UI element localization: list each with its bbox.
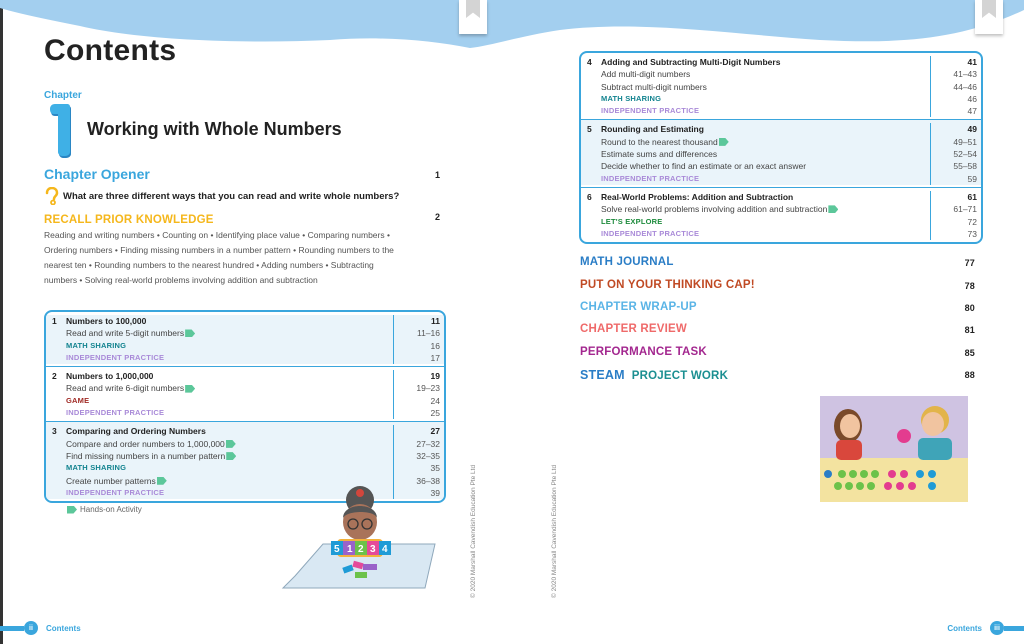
entry-label: PROJECT WORK <box>631 370 729 382</box>
recall-label: RECALL PRIOR KNOWLEDGE <box>44 214 214 226</box>
footer-left-label: Contents <box>46 623 81 633</box>
lesson-page: 11 <box>393 315 444 327</box>
svg-text:3: 3 <box>370 544 376 555</box>
lesson-item-label: INDEPENDENT PRACTICE <box>66 408 165 418</box>
lesson-item-row[interactable] <box>581 148 981 160</box>
lesson-item-row[interactable] <box>581 93 981 105</box>
lesson-title: Rounding and Estimating <box>601 124 704 135</box>
lesson-item-label: Read and write 6-digit numbers <box>66 383 185 394</box>
footer-right-label: Contents <box>947 623 982 633</box>
hands-on-icon <box>67 506 77 514</box>
lesson-section-6 <box>581 187 981 240</box>
entry-label: PUT ON YOUR THINKING CAP! <box>580 279 755 291</box>
lesson-item-label: INDEPENDENT PRACTICE <box>601 106 700 116</box>
lesson-item-row[interactable] <box>46 395 444 407</box>
lesson-number: 4 <box>587 57 592 67</box>
lesson-title: Adding and Subtracting Multi-Digit Numbers <box>601 57 781 67</box>
lesson-item-pages: 11–16 <box>393 327 444 339</box>
lesson-number: 3 <box>52 426 57 437</box>
lesson-page: 41 <box>930 56 981 68</box>
copyright-right: © 2020 Marshall Cavendish Education Pte Ltd <box>551 464 558 598</box>
back-matter-entry-project-work[interactable] <box>580 368 975 382</box>
lesson-item-row[interactable] <box>46 382 444 394</box>
hands-on-icon <box>185 329 195 337</box>
lesson-item-label: MATH SHARING <box>601 93 662 103</box>
svg-text:1: 1 <box>347 544 353 555</box>
lesson-item-pages: 49–51 <box>930 136 981 148</box>
lesson-item-pages: 55–58 <box>930 160 981 172</box>
recall-page: 2 <box>434 212 440 222</box>
window-edge <box>0 0 3 644</box>
lesson-item-label: Read and write 5-digit numbers <box>66 328 185 339</box>
lesson-number: 6 <box>587 191 592 202</box>
essential-question <box>44 187 399 205</box>
lesson-item-label: Decide whether to find an estimate or an exact answer <box>601 161 807 172</box>
lesson-title: Comparing and Ordering Numbers <box>66 426 206 437</box>
lesson-item-label: Round to the nearest thousand <box>601 136 718 147</box>
entry-label: PERFORMANCE TASK <box>580 346 707 358</box>
lesson-item-row[interactable] <box>581 203 981 215</box>
lesson-section-5 <box>581 119 981 184</box>
lesson-item-label: Add multi-digit numbers <box>601 69 691 80</box>
chapter-opener-page: 1 <box>434 170 440 180</box>
lesson-item-pages: 73 <box>930 228 981 240</box>
entry-page: 88 <box>964 370 975 380</box>
lesson-item-pages: 16 <box>393 340 444 352</box>
lesson-item-pages: 72 <box>930 216 981 228</box>
lesson-item-label: Estimate sums and differences <box>601 149 718 160</box>
lesson-title-row[interactable] <box>46 425 444 437</box>
lesson-section-1 <box>46 315 444 364</box>
chapter-label: Chapter <box>44 90 82 101</box>
lesson-item-row[interactable] <box>581 136 981 148</box>
chapter-opener-label: Chapter Opener <box>44 166 150 182</box>
lesson-title-row[interactable] <box>581 191 981 203</box>
footer-right <box>947 621 1024 635</box>
lesson-item-pages: 46 <box>930 93 981 105</box>
lesson-item-label: Subtract multi-digit numbers <box>601 81 707 92</box>
lesson-item-label: INDEPENDENT PRACTICE <box>601 228 700 238</box>
question-bulb-icon <box>44 187 60 205</box>
back-matter-entry-math-journal[interactable] <box>580 256 975 268</box>
lesson-item-label: Find missing numbers in a number pattern <box>66 450 226 461</box>
card-5: 5 <box>334 544 340 555</box>
hands-on-icon <box>185 385 195 393</box>
hands-on-legend <box>66 505 142 514</box>
lesson-item-pages: 17 <box>393 352 444 364</box>
entry-page: 81 <box>964 325 975 335</box>
lesson-item-pages: 61–71 <box>930 203 981 215</box>
lesson-item-pages: 35 <box>393 462 444 474</box>
hands-on-icon <box>719 138 729 146</box>
lesson-item-row[interactable] <box>46 407 444 419</box>
girl-with-number-cards-illustration <box>275 484 445 594</box>
lesson-item-row[interactable] <box>46 352 444 364</box>
lesson-title-row[interactable] <box>46 370 444 382</box>
lesson-title-row[interactable] <box>581 56 981 68</box>
chapter-title: Working with Whole Numbers <box>87 119 342 139</box>
page-title: Contents <box>44 34 177 67</box>
back-matter-entry-performance-task[interactable] <box>580 346 975 358</box>
lesson-number: 5 <box>587 124 592 135</box>
hands-on-icon <box>226 452 236 460</box>
lesson-item-row[interactable] <box>581 228 981 240</box>
back-matter-entry-put-on-your-thinking-cap[interactable] <box>580 279 975 291</box>
entry-page: 77 <box>964 258 975 268</box>
lesson-item-label: INDEPENDENT PRACTICE <box>601 173 700 183</box>
lesson-item-pages: 44–46 <box>930 81 981 93</box>
legend-text: Hands-on Activity <box>80 505 142 514</box>
lesson-title-row[interactable] <box>581 123 981 135</box>
lesson-item-pages: 36–38 <box>393 475 444 487</box>
page-number-right: iii <box>990 621 1004 635</box>
lesson-item-row[interactable] <box>46 340 444 352</box>
entry-page: 80 <box>964 303 975 313</box>
chapter-opener-entry[interactable] <box>44 166 440 182</box>
lesson-item-row[interactable] <box>581 173 981 185</box>
entry-label: CHAPTER WRAP-UP <box>580 301 697 313</box>
lesson-item-label: Compare and order numbers to 1,000,000 <box>66 438 225 449</box>
lessons-box-right <box>579 51 983 244</box>
lesson-page: 27 <box>393 425 444 437</box>
hands-on-icon <box>226 440 236 448</box>
lesson-item-label: GAME <box>66 395 90 405</box>
lesson-title-row[interactable] <box>46 315 444 327</box>
lesson-item-label: Solve real-world problems involving addition and subtraction <box>601 204 828 215</box>
lesson-title: Numbers to 1,000,000 <box>66 371 154 382</box>
lesson-title: Real-World Problems: Addition and Subtraction <box>601 191 794 202</box>
lesson-item-row[interactable] <box>581 216 981 228</box>
bookmark-ribbon-right[interactable] <box>975 0 1003 34</box>
lesson-number: 1 <box>52 316 57 326</box>
children-with-counters-illustration <box>820 396 968 502</box>
entry-label: CHAPTER REVIEW <box>580 323 687 335</box>
lesson-item-pages: 59 <box>930 173 981 185</box>
lesson-item-row[interactable] <box>581 81 981 93</box>
lesson-page: 19 <box>393 370 444 382</box>
recall-topics: Reading and writing numbers • Counting on • Identifying place value • Comparing numbers • Ordering numbers • Finding missing numbers in a number pattern • Rounding numbers to the nearest ten • Rounding numbers to the nearest hundred • Adding numbers • Subtracting numbers • Solving real-world problems involving addition and subtraction <box>44 230 394 285</box>
lessons-box-left <box>44 310 446 503</box>
lesson-section-4 <box>581 56 981 117</box>
lesson-item-row[interactable] <box>46 327 444 339</box>
back-matter-entry-chapter-review[interactable] <box>580 323 975 335</box>
lesson-item-pages: 25 <box>393 407 444 419</box>
hands-on-icon <box>828 205 838 213</box>
lesson-section-2 <box>46 366 444 419</box>
back-matter-entry-chapter-wrap-up[interactable] <box>580 301 975 313</box>
lesson-item-label: LET'S EXPLORE <box>601 216 663 226</box>
question-text: What are three different ways that you can read and write whole numbers? <box>63 190 400 202</box>
lesson-item-row[interactable] <box>46 438 444 450</box>
lesson-number: 2 <box>52 371 57 382</box>
copyright-left: © 2020 Marshall Cavendish Education Pte Ltd <box>470 464 477 598</box>
lesson-item-pages: 41–43 <box>930 68 981 80</box>
entry-label: MATH JOURNAL <box>580 256 674 268</box>
hands-on-icon <box>157 477 167 485</box>
lesson-item-label: INDEPENDENT PRACTICE <box>66 352 165 362</box>
lesson-item-pages: 47 <box>930 105 981 117</box>
lesson-item-label: MATH SHARING <box>66 340 127 350</box>
svg-text:2: 2 <box>358 544 364 555</box>
lesson-item-pages: 32–35 <box>393 450 444 462</box>
lesson-item-row[interactable] <box>581 160 981 172</box>
lesson-item-pages: 27–32 <box>393 438 444 450</box>
lesson-page: 61 <box>930 191 981 203</box>
entry-page: 85 <box>964 348 975 358</box>
lesson-item-row[interactable] <box>46 450 444 462</box>
lesson-item-pages: 52–54 <box>930 148 981 160</box>
lesson-item-row[interactable] <box>581 105 981 117</box>
lesson-item-pages: 24 <box>393 395 444 407</box>
lesson-item-pages: 19–23 <box>393 382 444 394</box>
footer-left <box>0 621 81 635</box>
steam-label: STEAM <box>580 368 625 382</box>
svg-text:4: 4 <box>382 544 388 555</box>
page-number-left: ii <box>24 621 38 635</box>
lesson-item-row[interactable] <box>581 68 981 80</box>
lesson-item-label: MATH SHARING <box>66 463 127 473</box>
recall-prior-knowledge-entry[interactable] <box>44 210 440 224</box>
lesson-item-label: INDEPENDENT PRACTICE <box>66 487 165 497</box>
lesson-item-row[interactable] <box>46 462 444 474</box>
lesson-item-pages: 39 <box>393 487 444 499</box>
entry-page: 78 <box>964 281 975 291</box>
lesson-item-label: Create number patterns <box>66 475 156 486</box>
lesson-title: Numbers to 100,000 <box>66 316 147 326</box>
bookmark-ribbon-left[interactable] <box>459 0 487 34</box>
chapter-number-1-graphic <box>50 104 72 158</box>
lesson-page: 49 <box>930 123 981 135</box>
